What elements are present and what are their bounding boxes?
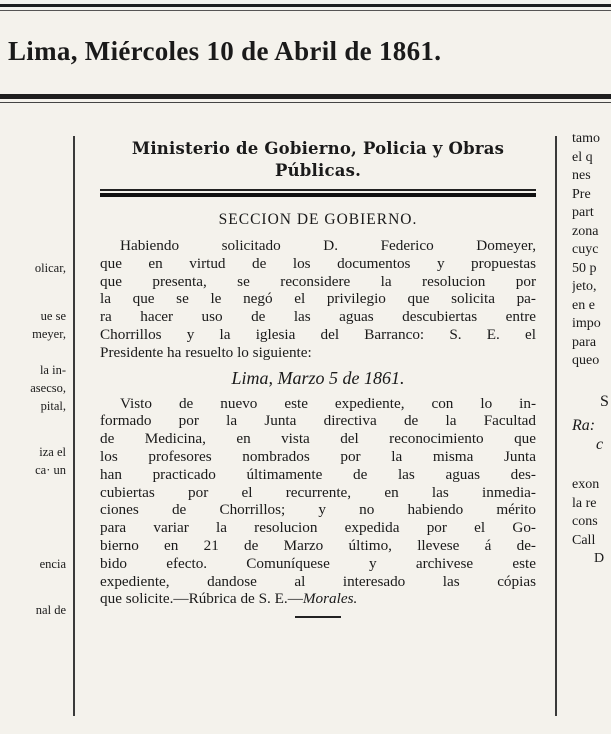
right-fragment: nes — [572, 168, 591, 183]
ministry-heading — [94, 138, 542, 182]
right-fragment: S — [600, 392, 609, 410]
section-heading: SECCION DE GOBIERNO. — [218, 211, 418, 228]
paragraph-request — [94, 237, 542, 362]
left-fragment: la in- — [39, 363, 66, 377]
text-line: ciones de Chorrillos; y no habiendo mérito — [100, 501, 536, 519]
text-line: los profesores nombrados por la misma Junta — [100, 447, 536, 465]
text-line: para variar la resolucion expedida por el Go- — [100, 519, 536, 537]
text-line: que en virtud de los documentos y propuestas — [100, 254, 536, 272]
left-fragment: ca· un — [35, 463, 66, 477]
text-line: ra hacer uso de las aguas descubiertas entre — [100, 308, 536, 326]
ministry-heading-line: Públicas. — [274, 161, 362, 180]
spacer — [572, 454, 611, 476]
right-fragment: D — [594, 551, 605, 566]
text-line: Chorrillos y la iglesia del Barranco: S. E. el — [100, 325, 536, 343]
closing-text: que solicite.—Rúbrica de S. E.— — [100, 590, 303, 608]
left-fragment: iza el — [39, 445, 66, 459]
text-line: de Medicina, en vista del reconocimiento que — [100, 430, 536, 448]
text-line: expediente, dandose al interesado las cópias — [100, 572, 536, 590]
article — [94, 138, 542, 618]
left-fragment: pital, — [40, 399, 66, 413]
top-rule — [0, 4, 611, 7]
left-fragment: asecso, — [30, 381, 66, 395]
text-line: bido efecto. Comuníquese y archivese este — [100, 554, 536, 572]
right-fragment: c — [596, 435, 604, 453]
right-fragment: part — [572, 205, 594, 220]
heading-rule — [100, 189, 536, 191]
right-fragment: el q — [572, 149, 593, 165]
left-fragment: meyer, — [32, 327, 66, 341]
text-line: cubiertas por el recurrente, en las inmedia- — [100, 483, 536, 501]
right-fragment: Ra: — [572, 417, 596, 434]
column-divider-left — [73, 136, 75, 716]
article-end-rule — [295, 616, 341, 618]
text-line: formado por la Junta directiva de la Facultad — [100, 412, 536, 430]
paragraph-resolution — [94, 395, 542, 609]
right-fragment: para — [572, 334, 597, 350]
text-line: Presidente ha resuelto lo siguiente: — [100, 343, 312, 361]
right-fragment: exon — [572, 477, 600, 492]
dateline: Lima, Marzo 5 de 1861. — [231, 367, 405, 388]
right-fragment: 50 p — [572, 260, 597, 276]
text-line: han practicado últimamente de las aguas des- — [100, 465, 536, 483]
right-fragment: Pre — [572, 186, 591, 202]
right-fragment: cons — [572, 514, 598, 529]
masthead: Lima, Miércoles 10 de Abril de 1861. — [8, 36, 442, 66]
left-fragment: encia — [39, 557, 66, 571]
top-rule-thin — [0, 10, 611, 11]
signature: Morales. — [302, 590, 358, 608]
left-fragment: olicar, — [34, 261, 66, 275]
right-fragment: queo — [572, 353, 600, 368]
masthead-rule-thin — [0, 102, 611, 103]
right-fragment: la re — [572, 495, 597, 511]
text-line: que presenta, se reconsidere la resolucion por — [100, 272, 536, 290]
right-fragment: zona — [572, 223, 599, 239]
heading-rule-thick — [100, 193, 536, 197]
text-line: Visto de nuevo este expediente, con lo in- — [120, 394, 536, 412]
left-column-fragment — [0, 112, 68, 712]
text-line: Habiendo solicitado D. Federico Domeyer, — [120, 237, 536, 254]
right-fragment: cuyc — [572, 242, 599, 257]
right-fragment: impo — [572, 316, 601, 331]
left-fragment: nal de — [35, 603, 66, 617]
text-line: la que se le negó el privilegio que solicita pa- — [100, 290, 536, 308]
right-fragment: tamo — [572, 131, 600, 146]
left-fragment: ue se — [40, 309, 66, 323]
text-line — [100, 590, 536, 608]
spacer — [572, 371, 611, 393]
text-line: bierno en 21 de Marzo último, llevese á de- — [100, 536, 536, 554]
ministry-heading-line: Ministerio de Gobierno, Policia y Obras — [131, 139, 505, 158]
right-fragment: en e — [572, 297, 595, 313]
right-column-fragment — [572, 130, 611, 730]
masthead-rule — [0, 94, 611, 99]
right-fragment: jeto, — [572, 279, 597, 294]
right-fragment: Call — [572, 532, 596, 548]
column-divider-right — [555, 136, 557, 716]
